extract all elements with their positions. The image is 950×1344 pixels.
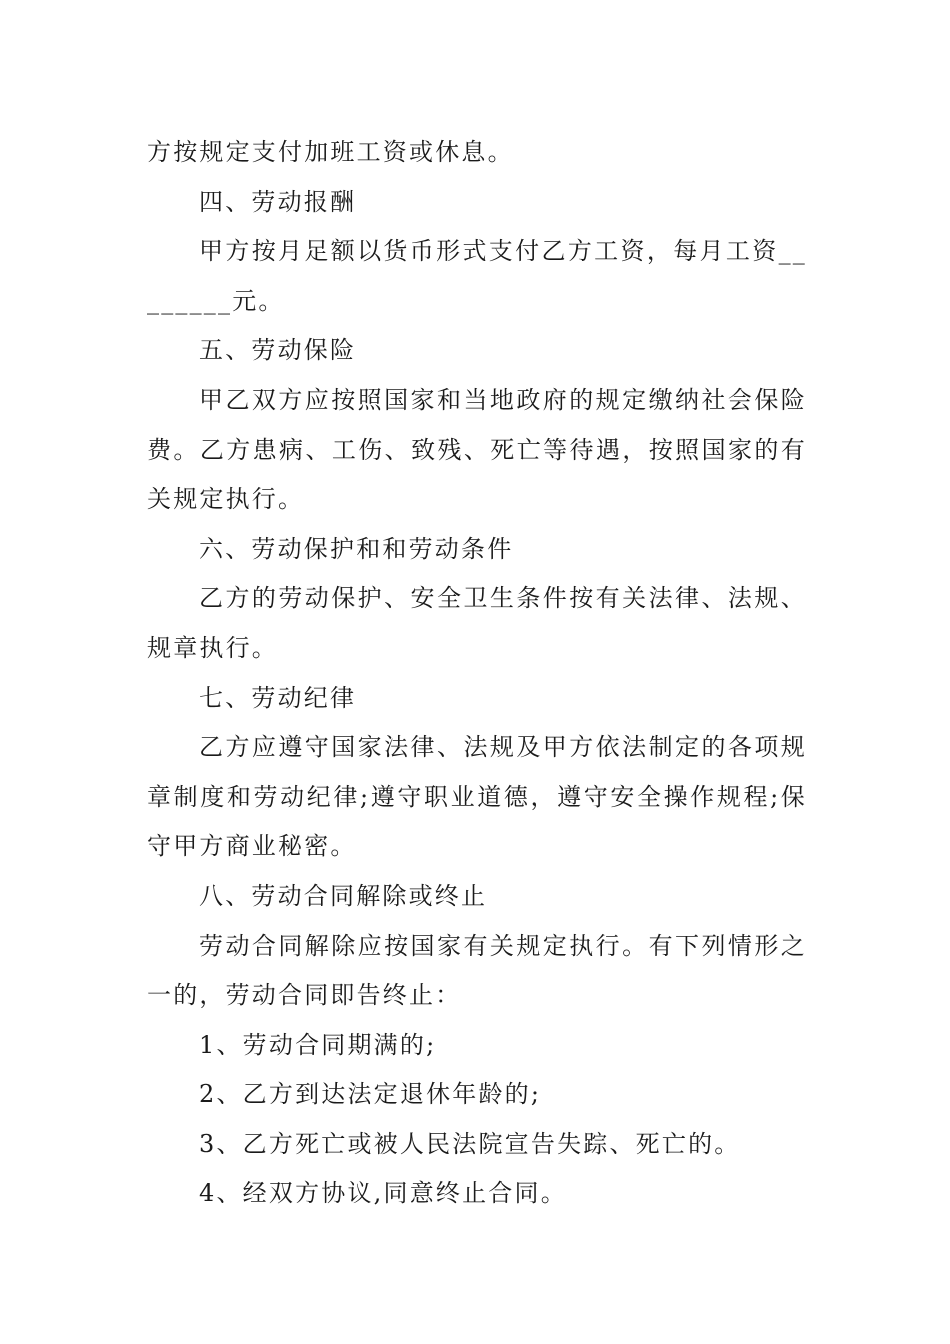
list-item-4: 4、经双方协议,同意终止合同。 <box>199 1179 567 1208</box>
list-item-3: 3、乙方死亡或被人民法院宣告失踪、死亡的。 <box>199 1129 741 1158</box>
heading-labor-remuneration: 四、劳动报酬 <box>199 187 357 216</box>
paragraph-termination-conditions: 劳动合同解除应按国家有关规定执行。有下列情形之一的，劳动合同即告终止： <box>147 931 807 1010</box>
paragraph-safety-conditions: 乙方的劳动保护、安全卫生条件按有关法律、法规、规章执行。 <box>147 584 807 662</box>
paragraph-overtime-continued: 方按规定支付加班工资或休息。 <box>147 138 514 166</box>
paragraph-social-insurance: 甲乙双方应按照国家和当地政府的规定缴纳社会保险费。乙方患病、工伤、致残、死亡等待遇，按照国家的有关规定执行。 <box>147 385 807 514</box>
paragraph-discipline-rules: 乙方应遵守国家法律、法规及甲方依法制定的各项规章制度和劳动纪律;遵守职业道德，遵守安全操作规程;保守甲方商业秘密。 <box>147 733 807 861</box>
heading-labor-insurance: 五、劳动保险 <box>199 336 357 365</box>
heading-labor-discipline: 七、劳动纪律 <box>199 683 357 712</box>
document-body <box>147 128 807 1219</box>
list-item-2: 2、乙方到达法定退休年龄的; <box>199 1080 542 1109</box>
paragraph-monthly-wage: 甲方按月足额以货币形式支付乙方工资，每月工资________元。 <box>147 237 807 315</box>
heading-labor-protection: 六、劳动保护和和劳动条件 <box>199 534 514 563</box>
list-item-1: 1、劳动合同期满的; <box>199 1030 437 1059</box>
heading-contract-termination: 八、劳动合同解除或终止 <box>199 881 488 910</box>
